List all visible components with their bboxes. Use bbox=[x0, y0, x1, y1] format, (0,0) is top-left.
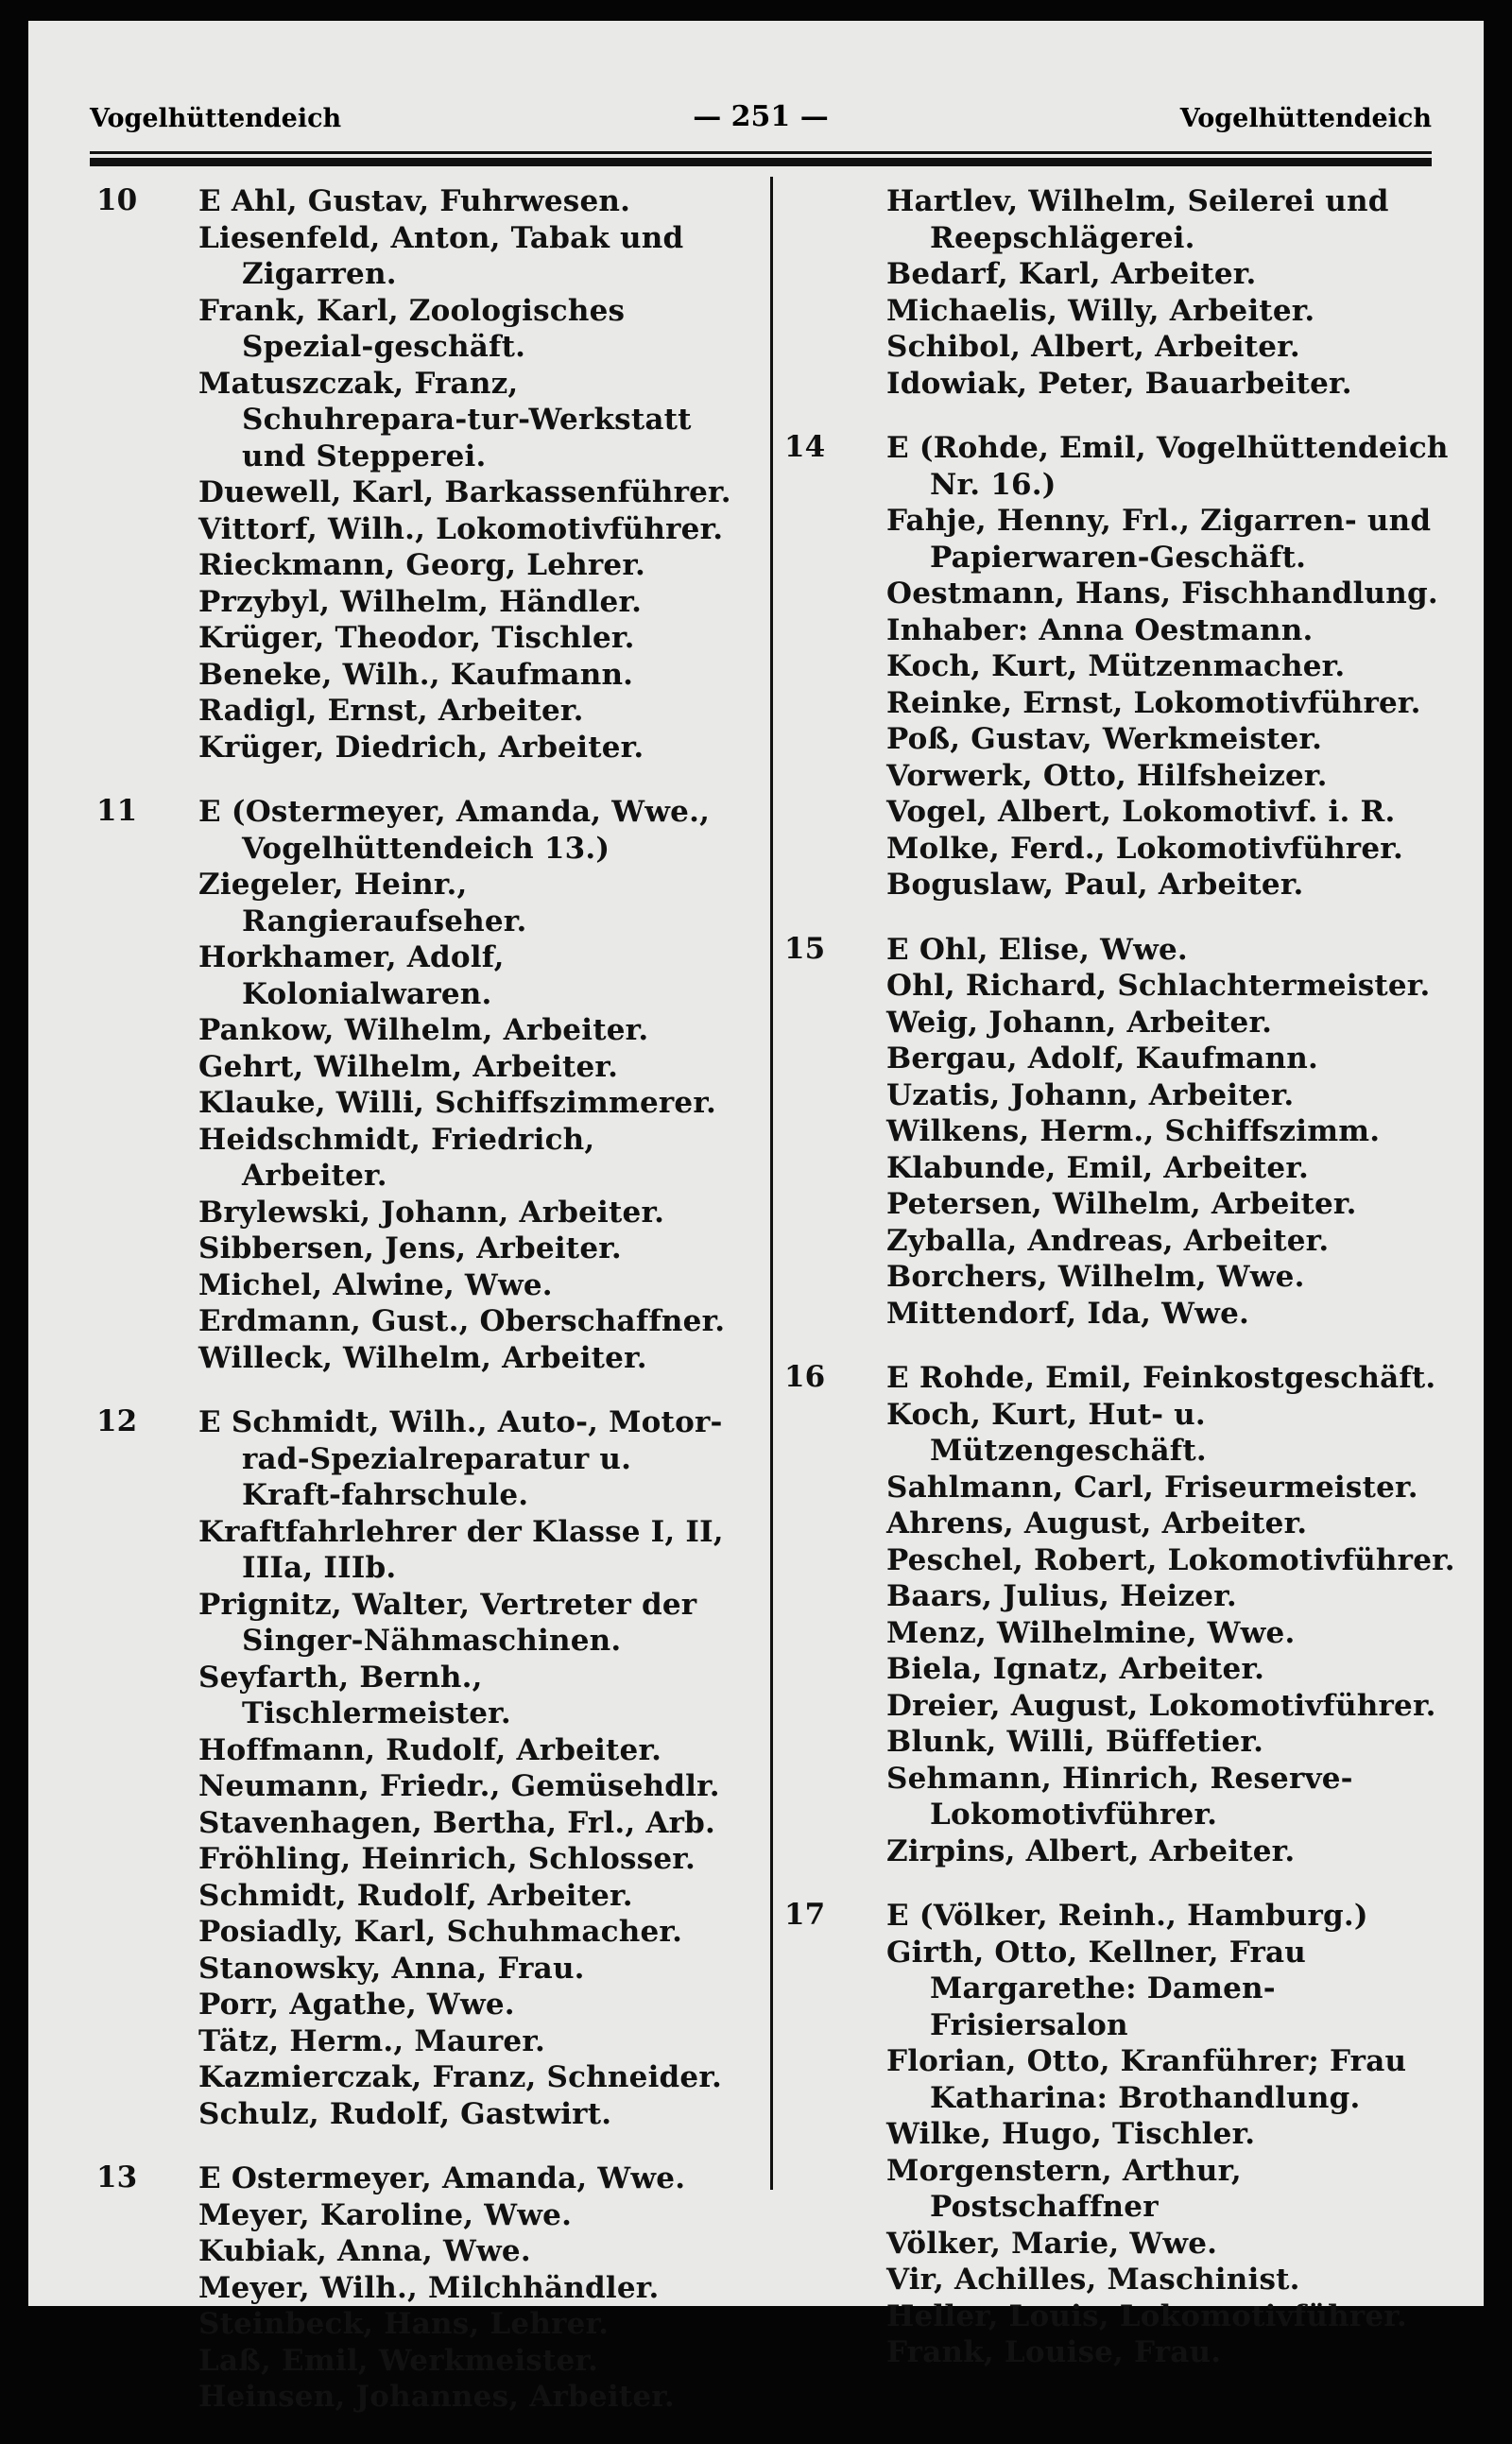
resident-line: E Schmidt, Wilh., Auto-, Motor-rad-Spezialreparatur u. Kraft-fahrschule. bbox=[198, 1405, 723, 1512]
resident-line: Matuszczak, Franz, Schuhrepara-tur-Werkstatt und Stepperei. bbox=[198, 366, 692, 473]
resident-line: Fröhling, Heinrich, Schlosser. bbox=[198, 1842, 696, 1876]
resident-line: Morgenstern, Arthur, Postschaffner bbox=[886, 2153, 1242, 2224]
page-header bbox=[90, 83, 1432, 140]
resident-line: Heller, Louis, Lokomotivführer. bbox=[886, 2298, 1407, 2333]
resident-line: Baars, Julius, Heizer. bbox=[886, 1579, 1237, 1613]
resident-line: Vogel, Albert, Lokomotivf. i. R. bbox=[886, 795, 1396, 829]
house-entry bbox=[784, 1360, 1455, 1869]
resident-line: E (Ostermeyer, Amanda, Wwe., Vogelhüttendeich 13.) bbox=[198, 795, 711, 866]
resident-line: Vorwerk, Otto, Hilfsheizer. bbox=[886, 758, 1328, 793]
house-number: 16 bbox=[784, 1360, 826, 1394]
resident-line: Prignitz, Walter, Vertreter der Singer-Nähmaschinen. bbox=[198, 1587, 697, 1658]
resident-line: Zirpins, Albert, Arbeiter. bbox=[886, 1833, 1296, 1868]
resident-line: Michel, Alwine, Wwe. bbox=[198, 1267, 553, 1302]
resident-line: Zyballa, Andreas, Arbeiter. bbox=[886, 1223, 1330, 1258]
resident-line: Petersen, Wilhelm, Arbeiter. bbox=[886, 1187, 1357, 1221]
resident-line: Heidschmidt, Friedrich, Arbeiter. bbox=[198, 1122, 595, 1193]
resident-line: Kubiak, Anna, Wwe. bbox=[198, 2234, 531, 2268]
resident-line: Menz, Wilhelmine, Wwe. bbox=[886, 1615, 1296, 1650]
resident-line: Vittorf, Wilh., Lokomotivführer. bbox=[198, 511, 724, 546]
resident-line: E (Rohde, Emil, Vogelhüttendeich Nr. 16.) bbox=[886, 431, 1449, 502]
resident-line: Frank, Louise, Frau. bbox=[886, 2335, 1222, 2369]
resident-line: Klauke, Willi, Schiffszimmerer. bbox=[198, 1086, 717, 1120]
house-number: 15 bbox=[784, 931, 826, 966]
resident-line: E Ohl, Elise, Wwe. bbox=[886, 932, 1188, 967]
house-entry bbox=[784, 183, 1436, 402]
resident-line: Brylewski, Johann, Arbeiter. bbox=[198, 1195, 665, 1230]
house-entry bbox=[96, 1404, 734, 2132]
resident-line: Seyfarth, Bernh., Tischlermeister. bbox=[198, 1660, 511, 1730]
resident-line: Posiadly, Karl, Schuhmacher. bbox=[198, 1915, 683, 1949]
resident-line: Porr, Agathe, Wwe. bbox=[198, 1988, 515, 2022]
header-street-left: Vogelhüttendeich bbox=[90, 104, 342, 133]
resident-line: Koch, Kurt, Hut- u. Mützengeschäft. bbox=[886, 1397, 1207, 1468]
resident-line: Liesenfeld, Anton, Tabak und Zigarren. bbox=[198, 220, 684, 291]
resident-line: Meyer, Wilh., Milchhändler. bbox=[198, 2270, 660, 2305]
column-divider bbox=[770, 177, 773, 2190]
resident-line: Boguslaw, Paul, Arbeiter. bbox=[886, 868, 1304, 902]
house-entry bbox=[784, 932, 1436, 1333]
resident-line: Tätz, Herm., Maurer. bbox=[198, 2023, 546, 2058]
resident-line: Ziegeler, Heinr., Rangieraufseher. bbox=[198, 868, 527, 938]
resident-line: Fahje, Henny, Frl., Zigarren- und Papierwaren-Geschäft. bbox=[886, 504, 1432, 575]
resident-line: Krüger, Diedrich, Arbeiter. bbox=[198, 730, 644, 765]
resident-line: Willeck, Wilhelm, Arbeiter. bbox=[198, 1340, 647, 1375]
resident-line: Radigl, Ernst, Arbeiter. bbox=[198, 694, 584, 728]
resident-line: Borchers, Wilhelm, Wwe. bbox=[886, 1260, 1305, 1294]
header-rule-thick bbox=[90, 158, 1432, 166]
resident-line: Uzatis, Johann, Arbeiter. bbox=[886, 1077, 1295, 1112]
resident-line: Koch, Kurt, Mützenmacher. bbox=[886, 649, 1346, 683]
resident-line: Schibol, Albert, Arbeiter. bbox=[886, 330, 1300, 364]
resident-line: Biela, Ignatz, Arbeiter. bbox=[886, 1652, 1265, 1686]
resident-line: Florian, Otto, Kranführer; Frau Katharina: Brothandlung. bbox=[886, 2044, 1407, 2115]
resident-line: Molke, Ferd., Lokomotivführer. bbox=[886, 831, 1403, 866]
right-column bbox=[784, 183, 1455, 2400]
resident-line: Mittendorf, Ida, Wwe. bbox=[886, 1296, 1249, 1331]
resident-line: Reinke, Ernst, Lokomotivführer. bbox=[886, 685, 1421, 720]
house-entry bbox=[96, 2160, 734, 2416]
resident-line: Idowiak, Peter, Bauarbeiter. bbox=[886, 366, 1352, 401]
house-number: 11 bbox=[96, 794, 138, 828]
resident-line: Heinsen, Johannes, Arbeiter. bbox=[198, 2380, 675, 2414]
directory-page bbox=[28, 21, 1484, 2414]
resident-line: Neumann, Friedr., Gemüsehdlr. bbox=[198, 1769, 720, 1803]
resident-line: Bedarf, Karl, Arbeiter. bbox=[886, 257, 1257, 291]
house-number: 14 bbox=[784, 430, 826, 464]
house-number: 13 bbox=[96, 2160, 138, 2194]
resident-line: Przybyl, Wilhelm, Händler. bbox=[198, 584, 643, 619]
house-entry bbox=[784, 1898, 1436, 2371]
resident-line: Kazmierczak, Franz, Schneider. bbox=[198, 2060, 723, 2094]
resident-line: Duewell, Karl, Barkassenführer. bbox=[198, 475, 731, 509]
page-number: — 251 — bbox=[693, 100, 829, 133]
resident-line: Michaelis, Willy, Arbeiter. bbox=[886, 293, 1315, 328]
resident-line: Völker, Marie, Wwe. bbox=[886, 2226, 1218, 2261]
resident-line: Meyer, Karoline, Wwe. bbox=[198, 2197, 573, 2232]
house-number: 10 bbox=[96, 183, 138, 217]
house-number: 17 bbox=[784, 1898, 826, 1932]
header-street-right: Vogelhüttendeich bbox=[1179, 104, 1432, 133]
resident-line: Sibbersen, Jens, Arbeiter. bbox=[198, 1231, 622, 1265]
resident-line: Dreier, August, Lokomotivführer. bbox=[886, 1688, 1436, 1723]
resident-line: Rieckmann, Georg, Lehrer. bbox=[198, 548, 646, 582]
header-rule-thin bbox=[90, 151, 1432, 154]
resident-line: Hoffmann, Rudolf, Arbeiter. bbox=[198, 1732, 662, 1767]
resident-line: Wilkens, Herm., Schiffszimm. bbox=[886, 1114, 1381, 1148]
resident-line: Pankow, Wilhelm, Arbeiter. bbox=[198, 1013, 649, 1047]
resident-line: Inhaber: Anna Oestmann. bbox=[886, 612, 1314, 647]
resident-line: Girth, Otto, Kellner, Frau Margarethe: Damen-Frisiersalon bbox=[886, 1935, 1307, 2042]
resident-line: E Ostermeyer, Amanda, Wwe. bbox=[198, 2161, 686, 2195]
resident-line: Erdmann, Gust., Oberschaffner. bbox=[198, 1304, 726, 1338]
resident-line: Hartlev, Wilhelm, Seilerei und Reepschlägerei. bbox=[886, 184, 1389, 255]
resident-line: Horkhamer, Adolf, Kolonialwaren. bbox=[198, 940, 505, 1011]
resident-line: E Rohde, Emil, Feinkostgeschäft. bbox=[886, 1361, 1436, 1395]
house-entry bbox=[96, 794, 734, 1376]
resident-line: Poß, Gustav, Werkmeister. bbox=[886, 722, 1323, 756]
resident-line: Steinbeck, Hans, Lehrer. bbox=[198, 2307, 610, 2341]
resident-line: Sahlmann, Carl, Friseurmeister. bbox=[886, 1470, 1418, 1505]
resident-line: Stanowsky, Anna, Frau. bbox=[198, 1951, 585, 1986]
resident-line: Oestmann, Hans, Fischhandlung. bbox=[886, 577, 1438, 611]
resident-line: Kraftfahrlehrer der Klasse I, II, IIIa, IIIb. bbox=[198, 1514, 724, 1585]
resident-line: Ohl, Richard, Schlachtermeister. bbox=[886, 969, 1431, 1003]
left-column bbox=[96, 183, 734, 2444]
resident-line: Bergau, Adolf, Kaufmann. bbox=[886, 1041, 1319, 1076]
resident-line: Laß, Emil, Werkmeister. bbox=[198, 2343, 599, 2378]
house-number: 12 bbox=[96, 1404, 138, 1438]
resident-line: Weig, Johann, Arbeiter. bbox=[886, 1005, 1273, 1040]
resident-line: Schmidt, Rudolf, Arbeiter. bbox=[198, 1878, 633, 1913]
resident-line: Sehmann, Hinrich, Reserve-Lokomotivführer. bbox=[886, 1761, 1353, 1832]
resident-line: Vir, Achilles, Maschinist. bbox=[886, 2263, 1300, 2297]
resident-line: Krüger, Theodor, Tischler. bbox=[198, 621, 635, 655]
resident-line: Ahrens, August, Arbeiter. bbox=[886, 1506, 1308, 1540]
resident-line: Klabunde, Emil, Arbeiter. bbox=[886, 1150, 1309, 1185]
resident-line: Stavenhagen, Bertha, Frl., Arb. bbox=[198, 1805, 716, 1840]
resident-line: Gehrt, Wilhelm, Arbeiter. bbox=[198, 1049, 619, 1084]
house-entry bbox=[96, 183, 734, 766]
house-entry bbox=[784, 430, 1449, 904]
resident-line: Peschel, Robert, Lokomotivführer. bbox=[886, 1542, 1455, 1577]
resident-line: Frank, Karl, Zoologisches Spezial-geschäft. bbox=[198, 293, 626, 364]
resident-line: E Ahl, Gustav, Fuhrwesen. bbox=[198, 184, 631, 218]
resident-line: Wilke, Hugo, Tischler. bbox=[886, 2117, 1256, 2151]
resident-line: Beneke, Wilh., Kaufmann. bbox=[198, 657, 634, 692]
resident-line: E (Völker, Reinh., Hamburg.) bbox=[886, 1899, 1368, 1933]
resident-line: Blunk, Willi, Büffetier. bbox=[886, 1725, 1264, 1759]
resident-line: Schulz, Rudolf, Gastwirt. bbox=[198, 2096, 612, 2131]
